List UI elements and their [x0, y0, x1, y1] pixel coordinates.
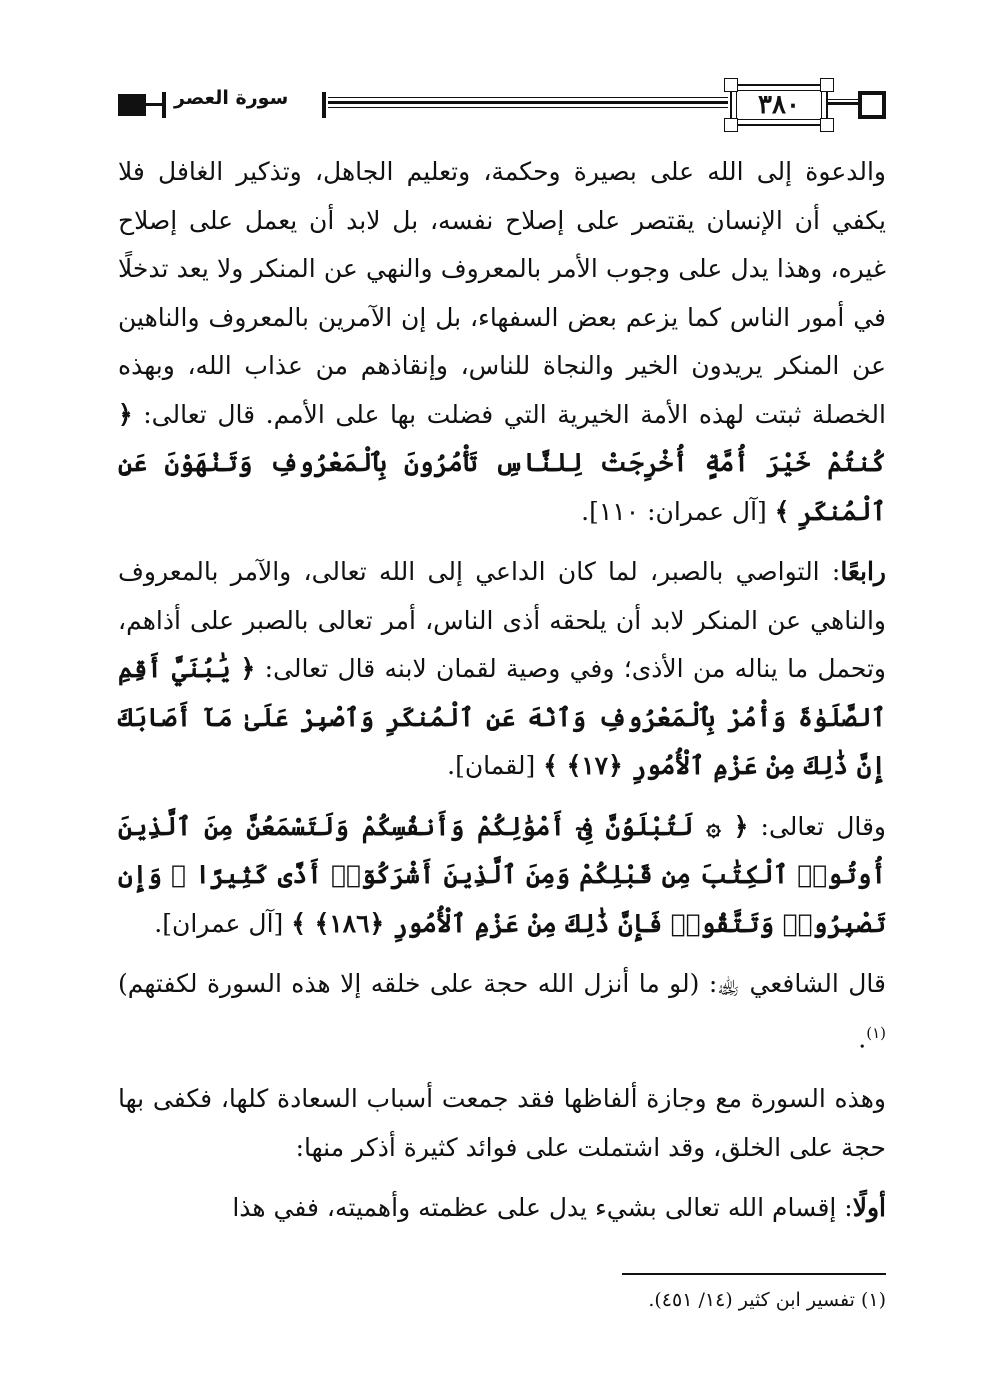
page: [118, 78, 886, 1311]
header-divider-bar: [322, 92, 326, 118]
body-text: : التواصي بالصبر، لما كان الداعي إلى الله تعالى، والآمر بالمعروف والناهي عن المنكر لابد أن يلحقه أذى الناس، أمر تعالى بالصبر على أذاهم، وتحمل ما يناله من الأذى؛ وفي وصية لقمان لابنه قال تعالى:: [118, 557, 886, 683]
footnote-reference: (١): [866, 1023, 886, 1042]
point-heading: رابعًا: [840, 557, 886, 586]
body-text: وقال تعالى:: [748, 811, 886, 841]
header-rule: [328, 97, 728, 98]
frame-corner-ornament: [724, 78, 738, 92]
paragraph: [118, 548, 886, 791]
paragraph: [118, 1184, 886, 1233]
footnote-separator: [622, 1273, 886, 1275]
header-block-ornament: [118, 94, 146, 116]
body-text: قال الشافعي ﵀: (لو ما أنزل الله حجة على خلقه إلا هذه السورة لكفتهم): [118, 969, 886, 998]
quran-verse: ﴿ كُنتُمْ خَيْرَ أُمَّةٍ أُخْرِجَتْ لِلنَّاسِ تَأْمُرُونَ بِٱلْمَعْرُوفِ وَتَنْهَوْنَ عَنِ ٱلْمُنكَرِ ﴾: [118, 399, 886, 526]
header-square-ornament: [858, 91, 886, 119]
body-text: والدعوة إلى الله على بصيرة وحكمة، وتعليم الجاهل، وتذكير الغافل فلا يكفي أن الإنسان يقتصر على إصلاح نفسه، بل لابد أن يعمل على إصلاح غيره، وهذا يدل على وجوب الأمر بالمعروف والنهي عن المنكر ولا يعد تدخلًا في أمور الناس كما يزعم بعض السفهاء، بل إن الآمرين بالمعروف والناهين عن المنكر يريدون الخير والنجاة للناس، وإنقاذهم من عذاب الله، وبهذه الخصلة ثبتت لهذه الأمة الخيرية التي فضلت بها على الأمم. قال تعالى:: [118, 157, 886, 429]
verse-citation: [آل عمران].: [154, 908, 292, 938]
header-rule: [328, 101, 728, 104]
verse-citation: [لقمان].: [447, 751, 544, 780]
paragraph: [118, 960, 886, 1063]
verse-citation: [آل عمران: ١١٠].: [581, 496, 775, 526]
page-body: [118, 148, 886, 1233]
page-number: ٣٨٠: [758, 90, 800, 120]
frame-corner-ornament: [820, 118, 834, 132]
header-rule: [328, 107, 728, 108]
header-rule: [146, 103, 164, 106]
page-number-frame: [730, 84, 828, 126]
body-text: : إقسام الله تعالى بشيء يدل على عظمته وأهميته، ففي هذا: [232, 1193, 853, 1223]
point-heading: أولًا: [852, 1193, 886, 1223]
footnote: (١) تفسير ابن كثير (١٤/ ٤٥١).: [648, 1288, 886, 1311]
frame-corner-ornament: [724, 118, 738, 132]
paragraph: [118, 148, 886, 536]
body-text: .: [858, 1023, 867, 1053]
surah-name: سورة العصر: [174, 87, 289, 109]
paragraph: [118, 1075, 886, 1172]
frame-corner-ornament: [820, 78, 834, 92]
body-text: وهذه السورة مع وجازة ألفاظها فقد جمعت أسباب السعادة كلها، فكفى بها حجة على الخلق، وقد اشتملت على فوائد كثيرة أذكر منها:: [118, 1084, 886, 1162]
header-rule: [826, 102, 858, 105]
paragraph: [118, 803, 886, 949]
quran-verse: ﴿ يَٰبُنَيَّ أَقِمِ ٱلصَّلَوٰةَ وَأْمُرْ بِٱلْمَعْرُوفِ وَٱنْهَ عَنِ ٱلْمُنكَرِ وَٱصْبِرْ عَلَىٰ مَآ أَصَابَكَ إِنَّ ذَٰلِكَ مِنْ عَزْمِ ٱلْأُمُورِ ﴿١٧﴾ ﴾: [118, 654, 886, 780]
page-header: [118, 78, 886, 132]
quran-verse: ﴿ ۞ لَتُبْلَوُنَّ فِىٓ أَمْوَٰلِكُمْ وَأَنفُسِكُمْ وَلَتَسْمَعُنَّ مِنَ ٱلَّذِينَ أُوتُوا۟ ٱلْكِتَٰبَ مِن قَبْلِكُمْ وَمِنَ ٱلَّذِينَ أَشْرَكُوٓا۟ أَذًى كَثِيرًا ۚ وَإِن تَصْبِرُوا۟ وَتَتَّقُوا۟ فَإِنَّ ذَٰلِكَ مِنْ عَزْمِ ٱلْأُمُورِ ﴿١٨٦﴾ ﴾: [118, 811, 886, 938]
header-rule: [826, 99, 858, 100]
